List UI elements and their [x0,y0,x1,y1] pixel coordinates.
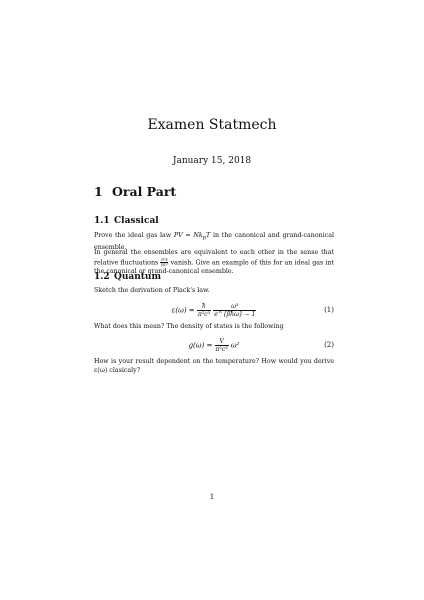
section-number: 1 [94,184,103,199]
eq1-frac-2: $\frac{\text{ω³}}{\text{e\textasciicircum{}\{βħω\} − 1}}$ [214,303,256,318]
eq1-lhs: ε(ω) = [171,306,195,315]
eq2-lhs: g(ω) = [188,341,213,350]
equation-2 [94,336,334,354]
quantum-paragraph-2: What does this mean? The density of states is the following [94,323,284,330]
quantum-paragraph-1: Sketch the derivation of Plack's law. [94,287,210,294]
classical-paragraph-2: In general the ensembles are equivalent to each other in the sense that relative fluctuations $\frac{\text{σ²ε}}{\text{⟨E⟩²}}$ vanish. Give an example of this for an ideal gas int the canonical or grand-canonical ensemble. [94,249,334,275]
equation-number-1: (1) [324,306,334,314]
fluctuation-fraction: $\frac{\text{σ²ε}}{\text{⟨E⟩²}}$ [160,256,169,268]
page-number: 1 [209,493,215,501]
section-title: Oral Part [112,184,177,199]
quantum-paragraph-3: How is your result dependent on the temperature? How would you derive ε(ω) clasicaly? [94,358,334,374]
subsection-number: 1.1 [94,216,110,226]
eq1-frac-1: $\frac{ħ}{\text{π²c³}}$ [197,303,211,318]
document-date: January 15, 2018 [172,156,252,166]
section-heading [94,184,176,199]
subsection-title: Classical [114,216,159,226]
ideal-gas-formula: PV = $Nk_BT$ [173,232,211,242]
subsection-heading-classical [94,216,159,226]
eq2-rhs: ω² [230,341,240,350]
equation-1 [94,301,334,319]
eq2-frac: $\frac{V}{\text{π²c³}}$ [215,338,228,353]
document-title: Examen Statmech [147,117,277,133]
subsection-number: 1.2 [94,272,110,282]
equation-number-2: (2) [324,341,334,349]
subsection-title: Quantum [114,272,161,282]
classical-paragraph-1: Prove the ideal gas law PV = $Nk_BT$ in the canonical and grand-canonical ensemble. [94,232,334,251]
subsection-heading-quantum [94,272,161,282]
